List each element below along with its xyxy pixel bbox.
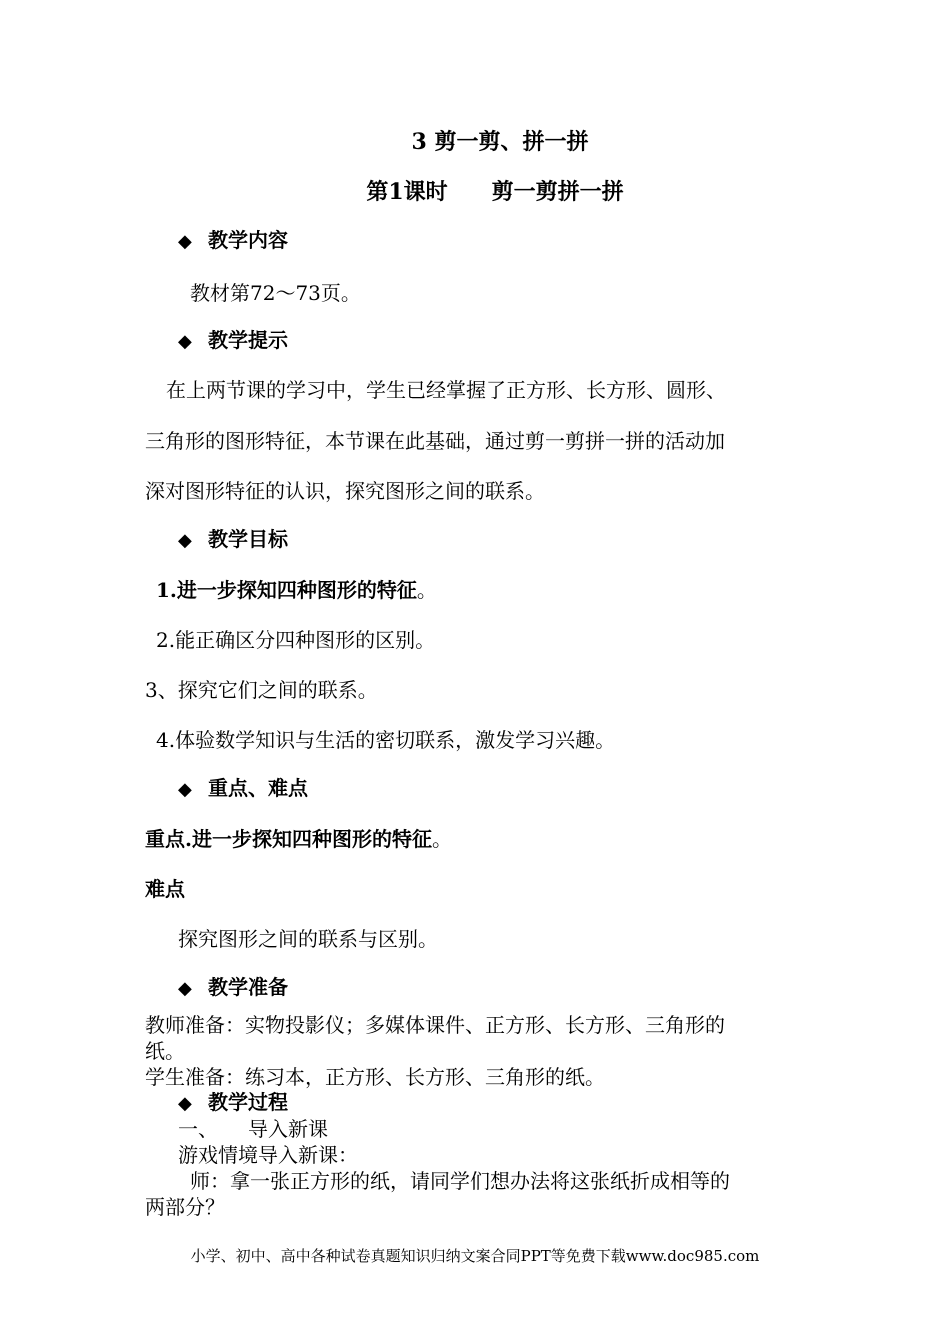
tips-line: 在上两节课的学习中，学生已经掌握了正方形、长方形、圆形、 (166, 378, 726, 402)
student-preparation: 学生准备：练习本，正方形、长方形、三角形的纸。 (145, 1065, 605, 1089)
diamond-bullet-icon: ◆ (178, 1093, 192, 1114)
section-heading-goals (178, 527, 288, 553)
section-heading-process (178, 1090, 288, 1116)
section-heading-label: 教学准备 (208, 975, 288, 999)
tips-line: 深对图形特征的认识，探究图形之间的联系。 (145, 479, 545, 503)
process-step-title: 导入新课 (248, 1117, 328, 1141)
key-point-rest: 。 (431, 827, 452, 851)
goal-item-bold: 1.进一步探知四种图形的特征 (156, 578, 417, 602)
lesson-name: 剪一剪拼一拼 (491, 179, 624, 205)
diamond-bullet-icon: ◆ (178, 978, 192, 999)
difficult-text: 探究图形之间的联系与区别。 (178, 927, 438, 951)
difficult-label: 难点 (145, 877, 185, 901)
tips-line: 三角形的图形特征，本节课在此基础，通过剪一剪拼一拼的活动加 (145, 429, 725, 453)
section-heading-label: 教学目标 (208, 527, 288, 551)
section-heading-preparation (178, 975, 288, 1001)
process-step (178, 1117, 328, 1141)
section-heading-label: 教学提示 (208, 328, 288, 352)
teacher-dialogue-cont: 两部分？ (145, 1195, 225, 1219)
goal-item-text: 。 (416, 578, 437, 602)
diamond-bullet-icon: ◆ (178, 331, 192, 352)
page-footer: 小学、初中、高中各种试卷真题知识归纳文案合同PPT等免费下载www.doc985.com (190, 1247, 760, 1265)
key-point (145, 827, 452, 851)
section-heading-label: 重点、难点 (208, 776, 308, 800)
goal-item: 2.能正确区分四种图形的区别。 (156, 628, 436, 652)
teacher-preparation: 教师准备：实物投影仪；多媒体课件、正方形、长方形、三角形的 (145, 1013, 725, 1037)
process-step-number: 一、 (178, 1117, 218, 1141)
key-point-bold: 重点.进一步探知四种图形的特征 (145, 827, 432, 851)
diamond-bullet-icon: ◆ (178, 231, 192, 252)
section-heading-tips (178, 328, 288, 354)
section-heading-label: 教学过程 (208, 1090, 288, 1114)
process-intro: 游戏情境导入新课： (178, 1143, 358, 1167)
document-title: 3 剪一剪、拼一拼 (411, 129, 589, 155)
section-heading-label: 教学内容 (208, 228, 288, 252)
goal-item: 4.体验数学知识与生活的密切联系，激发学习兴趣。 (156, 728, 616, 752)
lesson-title (20, 178, 950, 206)
lesson-number: 第1课时 (366, 179, 448, 205)
section-heading-content (178, 228, 288, 254)
teacher-dialogue: 师：拿一张正方形的纸，请同学们想办法将这张纸折成相等的 (190, 1169, 730, 1193)
diamond-bullet-icon: ◆ (178, 779, 192, 800)
content-text: 教材第72～73页。 (190, 281, 361, 305)
goal-item: 3、探究它们之间的联系。 (145, 678, 378, 702)
teacher-preparation-cont: 纸。 (145, 1039, 185, 1063)
diamond-bullet-icon: ◆ (178, 530, 192, 551)
section-heading-key-points (178, 776, 308, 802)
goal-item (156, 578, 437, 602)
